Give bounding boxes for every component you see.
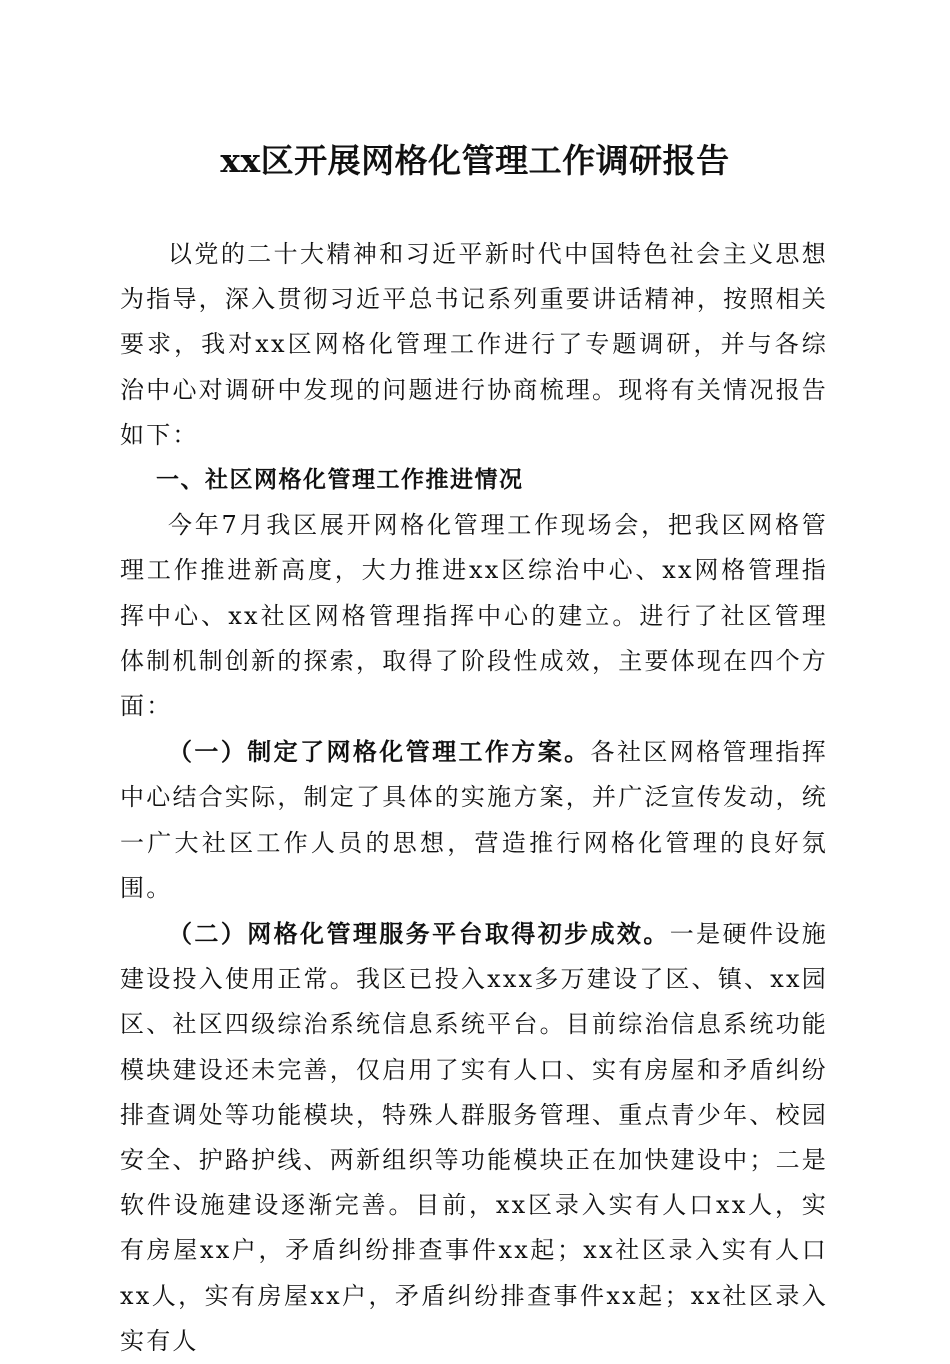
document-body xyxy=(120,232,828,1364)
document-title: xx区开展网格化管理工作调研报告 xyxy=(220,141,730,180)
item-2-text: 一是硬件设施建设投入使用正常。我区已投入xxx多万建设了区、镇、xx园区、社区四级综治系统信息系统平台。目前综治信息系统功能模块建设还未完善，仅启用了实有人口、实有房屋和矛盾纠纷排查调处等功能模块，特殊人群服务管理、重点青少年、校园安全、护路护线、两新组织等功能模块正在加快建设中；二是软件设施建设逐渐完善。目前，xx区录入实有人口xx人，实有房屋xx户，矛盾纠纷排查事件xx起；xx社区录入实有人口xx人，实有房屋xx户，矛盾纠纷排查事件xx起；xx社区录入实有人 xyxy=(120,920,828,1355)
intro-paragraph: 以党的二十大精神和习近平新时代中国特色社会主义思想为指导，深入贯彻习近平总书记系列重要讲话精神，按照相关要求，我对xx区网格化管理工作进行了专题调研，并与各综治中心对调研中发现的问题进行协商梳理。现将有关情况报告如下： xyxy=(120,240,828,449)
item-1-heading: （一）制定了网格化管理工作方案。 xyxy=(168,737,591,767)
section-1-heading: 一、社区网格化管理工作推进情况 xyxy=(156,467,524,494)
item-1-paragraph xyxy=(120,729,828,911)
item-1-text: 各社区网格管理指挥中心结合实际，制定了具体的实施方案，并广泛宣传发动，统一广大社区工作人员的思想，营造推行网格化管理的良好氛围。 xyxy=(120,738,828,902)
item-2-heading: （二）网格化管理服务平台取得初步成效。 xyxy=(168,919,670,949)
section-1-paragraph: 今年7月我区展开网格化管理工作现场会，把我区网格管理工作推进新高度，大力推进xx区综治中心、xx网格管理指挥中心、xx社区网格管理指挥中心的建立。进行了社区管理体制机制创新的探索，取得了阶段性成效，主要体现在四个方面： xyxy=(120,511,828,721)
item-2-paragraph xyxy=(120,911,828,1364)
